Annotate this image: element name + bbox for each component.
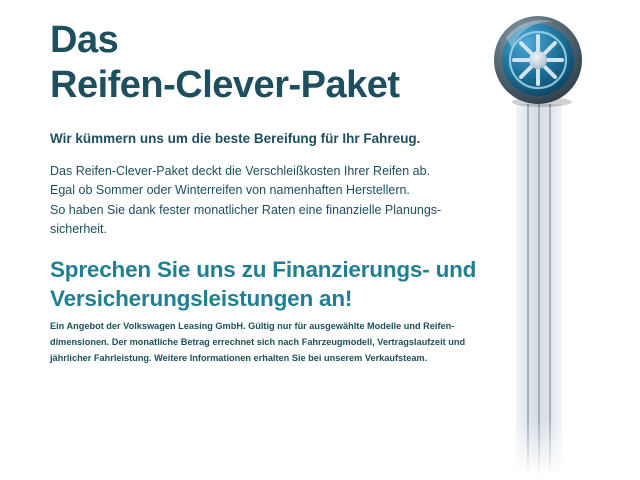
headline-line-1: Das [50, 19, 119, 61]
tyre-wheel-icon [492, 14, 588, 110]
cta-line-1: Sprechen Sie uns zu Finanzierungs- und [50, 257, 477, 282]
tread-fade [516, 420, 562, 480]
legal-line: Ein Angebot der Volkswagen Leasing GmbH. Gültig nur für ausgewählte Modelle und Reifen- [50, 321, 455, 331]
cta-line-2: Versicherungsleistungen an! [50, 286, 353, 312]
body-line: Das Reifen-Clever-Paket deckt die Verschleißkosten Ihrer Reifen ab. [50, 164, 431, 178]
legal-line: jährlicher Fahrleistung. Weitere Informationen erhalten Sie bei unserem Verkaufsteam. [50, 353, 428, 364]
body-copy [50, 162, 480, 240]
subheadline: Wir kümmern uns um die beste Bereifung für Ihr Fahreug. [50, 131, 421, 146]
legal-line: dimensionen. Der monatliche Betrag errechnet sich nach Fahrzeugmodell, Vertragslaufzeit und [50, 337, 466, 348]
tyre-tread-stripes [516, 104, 562, 480]
body-line: Egal ob Sommer oder Winterreifen von namenhaften Herstellern. [50, 183, 410, 198]
legal-disclaimer [50, 318, 466, 366]
body-line: So haben Sie dank fester monatlicher Raten eine finanzielle Planungs- [50, 202, 442, 217]
call-to-action [50, 255, 480, 314]
page-title [50, 18, 480, 108]
body-line: sicherheit. [50, 222, 107, 237]
headline-line-2: Reifen-Clever-Paket [50, 63, 400, 106]
